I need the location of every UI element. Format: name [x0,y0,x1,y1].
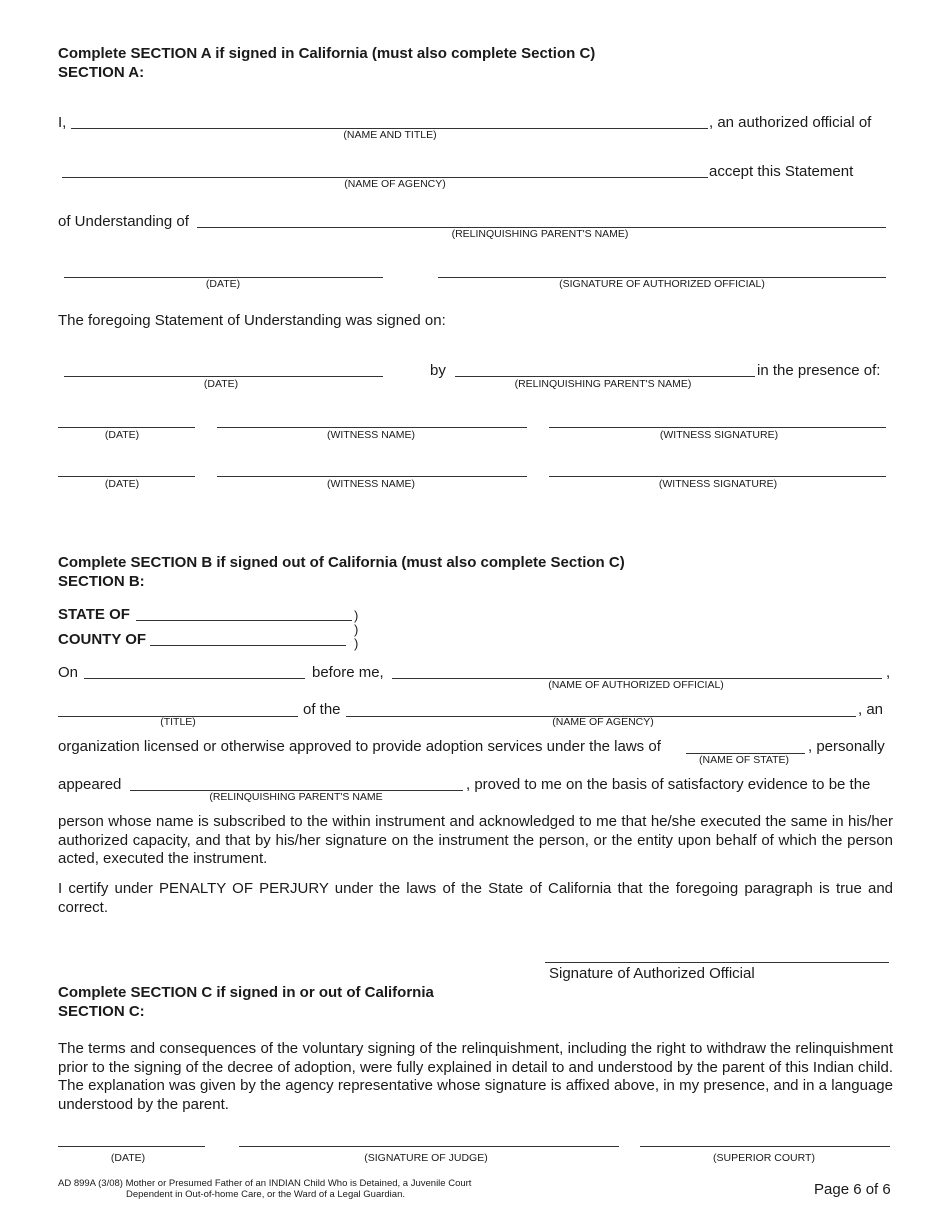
presence-label: in the presence of: [757,362,881,379]
section-c-title: SECTION C: [58,1003,145,1020]
signature-label: Signature of Authorized Official [549,965,755,982]
witness1-date-caption: (DATE) [104,429,140,441]
line1-suffix: , an authorized official of [709,114,872,131]
signing-parent-field[interactable] [455,376,755,377]
witness2-signature-caption: (WITNESS SIGNATURE) [658,478,778,490]
witness2-name-caption: (WITNESS NAME) [326,478,416,490]
witness2-date-caption: (DATE) [104,478,140,490]
caption-authorized-official: (NAME OF AUTHORIZED OFFICIAL) [548,679,724,691]
section-b-heading: Complete SECTION B if signed out of California (must also complete Section C) [58,554,625,571]
an-label: , an [858,701,884,718]
caption-b-agency: (NAME OF AGENCY) [552,716,654,728]
section-c-heading: Complete SECTION C if signed in or out of California [58,984,434,1001]
witness1-signature-field[interactable] [549,427,886,428]
bracket-1: ) [354,608,359,623]
foregoing-text: The foregoing Statement of Understanding was signed on: [58,312,446,329]
org-text: organization licensed or otherwise approved to provide adoption services under the laws of [58,738,661,755]
caption-judge: (SIGNATURE OF JUDGE) [364,1152,488,1164]
page-number: Page 6 of 6 [814,1181,891,1198]
line1-prefix: I, [58,114,67,131]
witness1-signature-caption: (WITNESS SIGNATURE) [659,429,779,441]
caption-name-title: (NAME AND TITLE) [343,129,437,141]
section-b-paragraph: person whose name is subscribed to the within instrument and acknowledged to me that he/she executed the same in his/her authorized capacity, and that by his/her signature on the instrument the person, or the entity upon behalf of which the person acted, executed the instrument. [58,813,893,867]
c-date-field[interactable] [58,1146,205,1147]
comma: , [886,664,891,681]
bracket-3: ) [354,636,359,651]
line3-prefix: of Understanding of [58,213,189,230]
section-b-title: SECTION B: [58,573,145,590]
caption-appeared-parent: (RELINQUISHING PARENT'S NAME [209,791,383,803]
by-label: by [430,362,446,379]
witness2-signature-field[interactable] [549,476,886,477]
county-of-label: COUNTY OF [58,631,147,648]
form-id-line2: Dependent in Out-of-home Care, or the Ward of a Legal Guardian. [126,1189,405,1200]
state-field[interactable] [136,620,352,621]
judge-signature-field[interactable] [239,1146,619,1147]
caption-parent: (RELINQUISHING PARENT'S NAME) [451,228,629,240]
signed-date-field[interactable] [64,376,383,377]
county-field[interactable] [150,645,346,646]
caption-c-date: (DATE) [110,1152,146,1164]
section-c-paragraph: The terms and consequences of the voluntary signing of the relinquishment, including the right to withdraw the relinquishment prior to the signing of the decree of adoption, were fully explained in detail to and understood by the parent of this Indian child. The explanation was given by the agency representative whose signature is affixed above, in my presence, and in a language understood by the parent. [58,1040,893,1113]
on-date-field[interactable] [84,678,305,679]
witness1-date-field[interactable] [58,427,195,428]
superior-court-field[interactable] [640,1146,890,1147]
caption-date: (DATE) [205,278,241,290]
bracket-2: ) [354,622,359,637]
caption-title: (TITLE) [160,716,196,728]
witness1-name-field[interactable] [217,427,527,428]
caption-signed-date: (DATE) [203,378,239,390]
line2-suffix: accept this Statement [709,163,854,180]
section-a-title: SECTION A: [58,64,145,81]
state-of-label: STATE OF [58,606,130,623]
perjury-paragraph: I certify under PENALTY OF PERJURY under the laws of the State of California that the foregoing paragraph is true and correct. [58,880,893,916]
witness2-date-field[interactable] [58,476,195,477]
caption-agency: (NAME OF AGENCY) [344,178,446,190]
caption-state: (NAME OF STATE) [698,754,790,766]
caption-official-signature: (SIGNATURE OF AUTHORIZED OFFICIAL) [559,278,765,290]
caption-court: (SUPERIOR COURT) [713,1152,815,1164]
section-a-heading: Complete SECTION A if signed in California (must also complete Section C) [58,45,596,62]
appeared-label: appeared [58,776,122,793]
proved-text: , proved to me on the basis of satisfactory evidence to be the [466,776,871,793]
of-the-label: of the [303,701,341,718]
form-id-line1: AD 899A (3/08) Mother or Presumed Father of an INDIAN Child Who is Detained, a Juvenile Court [58,1178,472,1189]
on-label: On [58,664,79,681]
caption-signing-parent: (RELINQUISHING PARENT'S NAME) [514,378,692,390]
witness1-name-caption: (WITNESS NAME) [326,429,416,441]
personally-label: , personally [808,738,885,755]
before-me-label: before me, [312,664,384,681]
b-signature-field[interactable] [545,962,889,963]
witness2-name-field[interactable] [217,476,527,477]
